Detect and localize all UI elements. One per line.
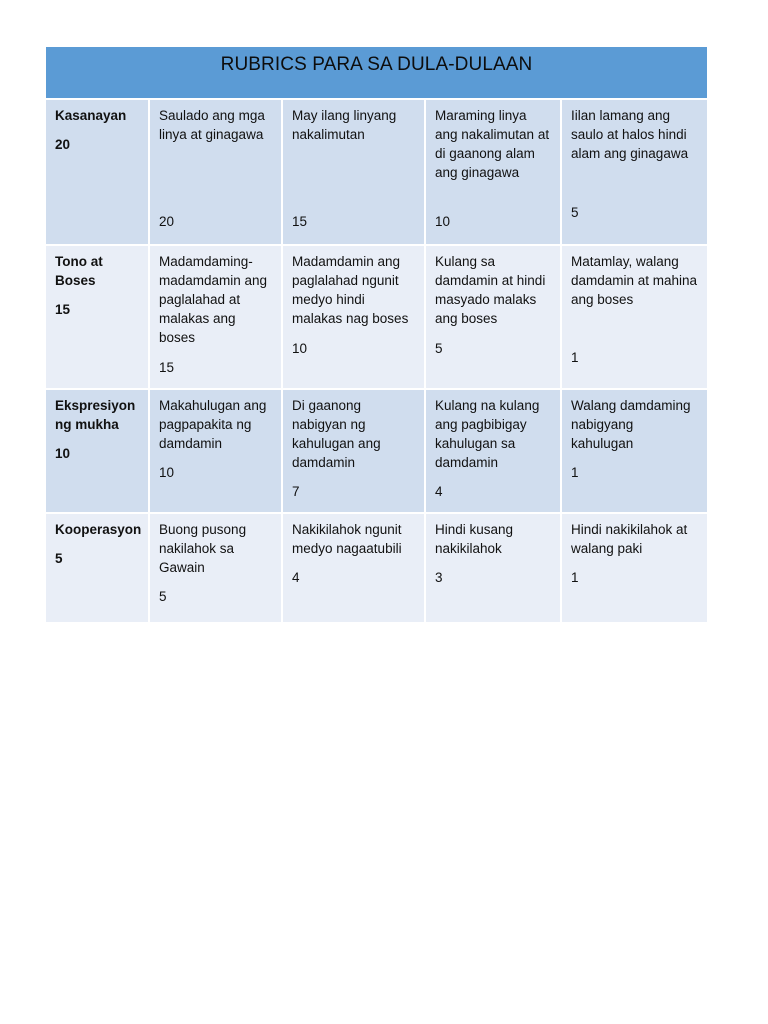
criterion-cell	[46, 513, 149, 623]
level-score: 3	[435, 570, 443, 585]
level-description: Di gaanong nabigyan ng kahulugan ang damdamin	[292, 398, 381, 470]
level-cell	[425, 100, 561, 245]
level-description: Kulang na kulang ang pagbibigay kahulugan sa damdamin	[435, 398, 540, 470]
criterion-cell	[46, 389, 149, 513]
level-cell	[561, 245, 707, 389]
level-description: Madamdaming-madamdamin ang paglalahad at malakas ang boses	[159, 254, 268, 345]
criterion-points: 20	[55, 137, 71, 152]
level-description: Saulado ang mga linya at ginagawa	[159, 108, 265, 142]
title-bar	[46, 47, 707, 98]
level-cell	[561, 389, 707, 513]
criterion-points: 10	[55, 446, 71, 461]
level-score: 1	[571, 570, 579, 585]
rubric-title: RUBRICS PARA SA DULA-DULAAN	[220, 54, 533, 75]
level-description: Hindi kusang nakikilahok	[435, 522, 514, 556]
level-score: 1	[571, 465, 579, 480]
level-score: 15	[292, 214, 308, 229]
level-cell	[425, 389, 561, 513]
level-description: Matamlay, walang damdamin at mahina ang boses	[571, 254, 698, 307]
level-score: 10	[159, 465, 175, 480]
level-cell	[149, 389, 282, 513]
criterion-cell	[46, 100, 149, 245]
rubric-grid	[46, 100, 707, 624]
criterion-name: Kasanayan	[55, 108, 127, 123]
level-score: 5	[435, 341, 443, 356]
rubric-row-kasanayan	[46, 100, 707, 245]
level-score: 4	[435, 484, 443, 499]
level-description: Walang damdaming nabigyang kahulugan	[571, 398, 691, 451]
level-cell	[425, 245, 561, 389]
level-score: 4	[292, 570, 300, 585]
level-description: Madamdamin ang paglalahad ngunit medyo hindi malakas nag boses	[292, 254, 409, 326]
level-cell	[149, 513, 282, 623]
level-score: 20	[159, 214, 175, 229]
level-cell	[149, 100, 282, 245]
level-cell	[149, 245, 282, 389]
rubric-row-ekspresiyon	[46, 389, 707, 513]
level-description: May ilang linyang nakalimutan	[292, 108, 397, 142]
level-description: Makahulugan ang pagpapakita ng damdamin	[159, 398, 267, 451]
criterion-points: 5	[55, 551, 63, 566]
level-cell	[425, 513, 561, 623]
level-description: Kulang sa damdamin at hindi masyado malaks ang boses	[435, 254, 546, 326]
rubric-row-kooperasyon	[46, 513, 707, 623]
level-description: Nakikilahok ngunit medyo nagaatubili	[292, 522, 402, 556]
criterion-cell	[46, 245, 149, 389]
rubric-table	[46, 47, 707, 624]
criterion-name: Kooperasyon	[55, 522, 142, 537]
level-cell	[282, 100, 425, 245]
level-description: Maraming linya ang nakalimutan at di gaanong alam ang ginagawa	[435, 108, 550, 180]
level-cell	[282, 513, 425, 623]
level-description: Hindi nakikilahok at walang paki	[571, 522, 688, 556]
level-description: Buong pusong nakilahok sa Gawain	[159, 522, 247, 575]
level-cell	[561, 513, 707, 623]
level-cell	[282, 389, 425, 513]
level-cell	[282, 245, 425, 389]
level-score: 10	[292, 341, 308, 356]
level-score: 10	[435, 214, 451, 229]
level-cell	[561, 100, 707, 245]
rubric-row-tono-at-boses	[46, 245, 707, 389]
level-score: 7	[292, 484, 300, 499]
level-score: 15	[159, 360, 175, 375]
criterion-name: Ekspresiyon ng mukha	[55, 398, 136, 432]
level-score: 5	[571, 205, 579, 220]
level-score: 5	[159, 589, 167, 604]
level-score: 1	[571, 350, 579, 365]
criterion-name: Tono at Boses	[55, 254, 103, 288]
criterion-points: 15	[55, 302, 71, 317]
level-description: Iilan lamang ang saulo at halos hindi alam ang ginagawa	[571, 108, 689, 161]
